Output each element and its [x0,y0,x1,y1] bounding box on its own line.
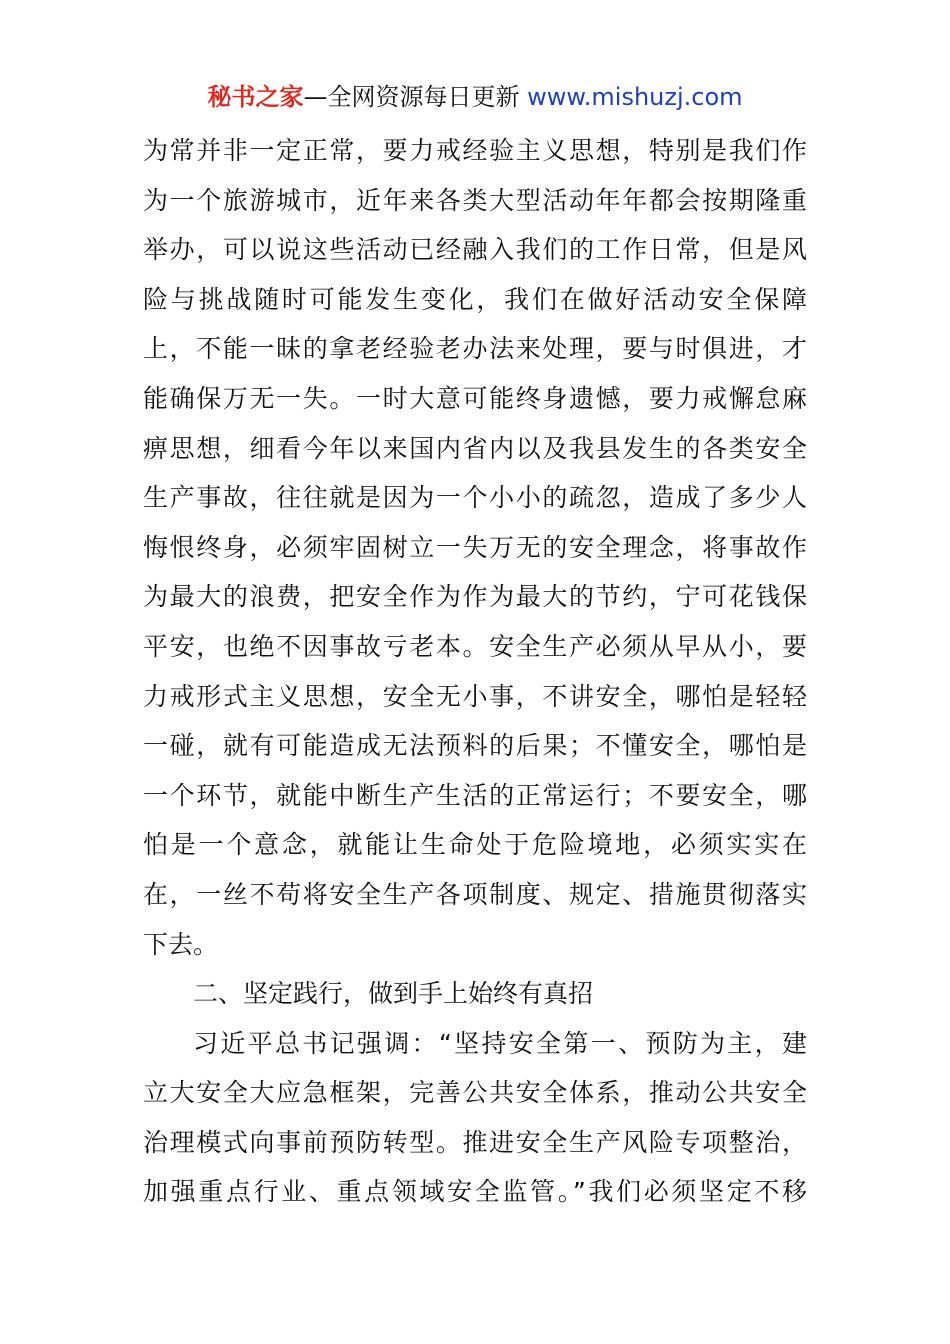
header-tagline: —全网资源每日更新 [303,83,520,111]
text-line: 痹思想，细看今年以来国内省内以及我县发生的各类安全 [143,433,807,463]
text-line: 治理模式向事前预防转型。推进安全生产风险专项整治， [143,1127,807,1157]
text-line: 力戒形式主义思想，安全无小事，不讲安全，哪怕是轻轻 [143,681,807,711]
section-heading: 二、坚定践行，做到手上始终有真招 [193,979,594,1009]
site-header [0,80,950,114]
text-line: 悔恨终身，必须牢固树立一失万无的安全理念，将事故作 [143,532,807,562]
site-url-link[interactable]: www.mishuzj.com [527,83,743,111]
text-line: 为一个旅游城市，近年来各类大型活动年年都会按期隆重 [143,185,807,215]
text-line: 举办，可以说这些活动已经融入我们的工作日常，但是风 [143,235,807,265]
document-body [143,126,807,1217]
text-line: 一个环节，就能中断生产生活的正常运行；不要安全，哪 [143,780,807,810]
text-line: 为常并非一定正常，要力戒经验主义思想，特别是我们作 [143,136,807,165]
text-line: 上，不能一昧的拿老经验老办法来处理，要与时俱进，才 [143,334,807,364]
text-line: 立大安全大应急框架，完善公共安全体系，推动公共安全 [143,1078,807,1108]
text-line: 生产事故，往往就是因为一个小小的疏忽，造成了多少人 [143,483,807,513]
text-line: 怕是一个意念，就能让生命处于危险境地，必须实实在 [143,830,807,860]
brand-name: 秘书之家 [207,83,304,111]
text-line: 为最大的浪费，把安全作为作为最大的节约，宁可花钱保 [143,582,807,612]
text-line: 一碰，就有可能造成无法预料的后果；不懂安全，哪怕是 [143,731,807,761]
text-line: 平安，也绝不因事故亏老本。安全生产必须从早从小，要 [143,631,807,661]
text-line: 险与挑战随时可能发生变化，我们在做好活动安全保障 [143,284,807,314]
text-line: 加强重点行业、重点领域安全监管。”我们必须坚定不移 [143,1177,807,1207]
text-line: 下去。 [143,929,219,959]
text-line: 能确保万无一失。一时大意可能终身遗憾，要力戒懈怠麻 [143,383,807,413]
text-line: 在，一丝不苟将安全生产各项制度、规定、措施贯彻落实 [143,879,807,909]
text-line: 习近平总书记强调：“坚持安全第一、预防为主，建 [193,1028,807,1058]
